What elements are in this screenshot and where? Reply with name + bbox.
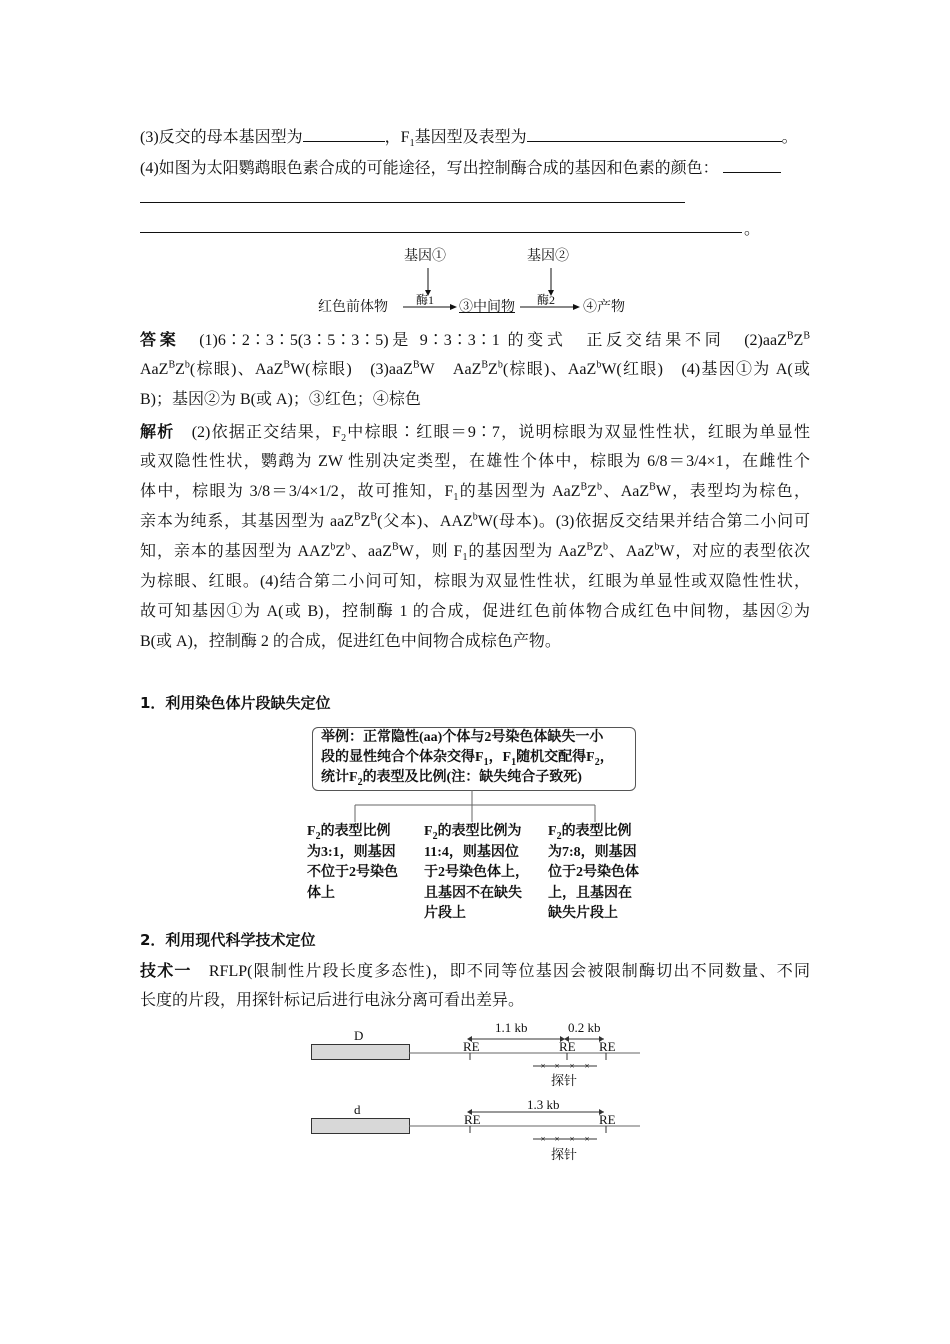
question-3-text-2: ，$F_1$基因型及表型为 xyxy=(384,129,527,150)
answer-blank xyxy=(723,158,781,173)
answer-text: (1)6∶2∶3∶5(3∶5∶3∶5)是 9∶3∶3∶1 的变式 正反交结果不同 $(2)aaZ^BZ^B$ xyxy=(199,330,810,349)
section-2-heading: 2．利用现代科学技术定位 xyxy=(140,931,316,949)
answer-line xyxy=(140,202,685,203)
answer-label: 答案 xyxy=(140,330,180,349)
text-line: 上，且基因在 xyxy=(548,885,632,901)
text-line: 缺失片段上 xyxy=(548,906,618,921)
gene-1-label: 基因① xyxy=(404,249,446,264)
period: 。 xyxy=(781,129,798,146)
text-line: 为7:8，则基因 xyxy=(548,844,637,860)
answer-blank xyxy=(527,127,782,142)
svg-text:×: × xyxy=(554,1061,560,1071)
enzyme-1-label: 酶1 xyxy=(416,293,435,307)
svg-text:×: × xyxy=(540,1061,546,1071)
svg-text:×: × xyxy=(584,1061,590,1071)
red-precursor-label: 红色前体物 xyxy=(318,300,388,315)
box-line: 统计$F_2$的表型及比例(注：缺失纯合子致死) xyxy=(321,770,582,788)
svg-text:×: × xyxy=(554,1134,560,1144)
restriction-site-label: RE xyxy=(463,1039,480,1054)
analysis-line: 为棕眼、红眼。(4)结合第二小问可知，棕眼为双显性性状，红眼为单显性或双隐性性状， xyxy=(140,573,810,590)
restriction-site-label: RE xyxy=(559,1039,576,1054)
fragment-1.3kb-label: 1.3 kb xyxy=(527,1097,560,1112)
box-line: 段的显性纯合个体杂交得$F_1$，$F_1$随机交配得$F_2$， xyxy=(321,750,614,768)
text-line: 于2号染色体上， xyxy=(424,865,529,880)
svg-text:×: × xyxy=(584,1134,590,1144)
svg-text:×: × xyxy=(540,1134,546,1144)
analysis-line-1 xyxy=(140,422,810,442)
restriction-site-label: RE xyxy=(599,1112,616,1127)
question-4 xyxy=(140,158,810,179)
answer-blank xyxy=(303,127,385,142)
tech-1-text: RFLP(限制性片段长度多态性)，即不同等位基因会被限制酶切出不同数量、不同 xyxy=(208,963,810,980)
probe-label: 探针 xyxy=(551,1073,578,1088)
probe-label: 探针 xyxy=(551,1147,578,1162)
text-line: 为3:1，则基因 xyxy=(307,844,396,860)
text-line: $F_2$的表型比例为 xyxy=(424,824,522,842)
analysis-line: B(或 A)，控制酶 2 的合成，促进红色中间物合成棕色产物。 xyxy=(140,633,561,650)
intermediate-label: ③中间物 xyxy=(459,300,515,315)
section-1-heading: 1．利用染色体片段缺失定位 xyxy=(140,694,331,712)
tech-1-line-1 xyxy=(140,961,810,981)
restriction-site-label: RE xyxy=(599,1039,616,1054)
analysis-line: 知，亲本的基因型为 $AAZ^bZ^b$、aaZ$^B$W，则 $F_1$的基因型为 $AaZ^BZ^b$、AaZ$^b$W，对应的表型依次 xyxy=(140,542,810,562)
text-line: 位于2号染色体 xyxy=(548,865,639,880)
answer-line-1 xyxy=(140,330,810,350)
analysis-line: 体中，棕眼为 3/8＝3/4×1/2，故可推知，$F_1$的基因型为 $AaZ^BZ^b$、AaZ$^B$W，表型均为棕色， xyxy=(140,482,810,502)
svg-text:×: × xyxy=(569,1061,575,1071)
product-label: ④产物 xyxy=(583,300,625,315)
analysis-line: 或双隐性性状，鹦鹉为 ZW 性别决定类型，在雄性个体中，棕眼为 6/8＝3/4×1，在雌性个 xyxy=(140,453,810,470)
tech-1-label: 技术一 xyxy=(140,961,192,980)
answer-line-2: $AaZ^BZ^b$(棕眼)、AaZ$^B$W(棕眼) (3)aaZ$^B$W $AaZ^BZ^b$(棕眼)、AaZ$^b$W(红眼) (4)基因①为 A(或 xyxy=(140,360,810,378)
text-line: $F_2$的表型比例 xyxy=(548,824,632,842)
outcome-1 xyxy=(307,822,398,904)
analysis-text: (2)依据正交结果，$F_2$中棕眼∶红眼＝9∶7，说明棕眼为双显性性状，红眼为单显性 xyxy=(191,424,810,442)
text-line: $F_2$的表型比例 xyxy=(307,824,391,842)
answer-line xyxy=(140,232,742,233)
question-3 xyxy=(140,127,810,148)
enzyme-2-label: 酶2 xyxy=(537,293,556,307)
example-box xyxy=(312,727,636,791)
outcome-3 xyxy=(548,822,639,925)
allele-d-label: d xyxy=(354,1102,361,1117)
text-line: 不位于2号染色 xyxy=(307,865,398,880)
svg-text:×: × xyxy=(569,1134,575,1144)
text-line: 11:4，则基因位 xyxy=(424,844,519,860)
text-line: 且基因不在缺失 xyxy=(424,885,522,901)
analysis-line: 亲本为纯系，其基因型为 $aaZ^BZ^B$(父本)、AAZ$^b$W(母本)。(3)依据反交结果并结合第二小问可 xyxy=(140,512,810,530)
analysis-label: 解析 xyxy=(140,422,175,441)
outcome-2 xyxy=(424,822,529,925)
answer-line-3: B)；基因②为 B(或 A)；③红色；④棕色 xyxy=(140,391,421,408)
gene-2-label: 基因② xyxy=(527,249,569,264)
question-4-text: (4)如图为太阳鹦鹉眼色素合成的可能途径，写出控制酶合成的基因和色素的颜色： xyxy=(140,160,719,177)
restriction-site-label: RE xyxy=(464,1112,481,1127)
analysis-line: 故可知基因①为 A(或 B)，控制酶 1 的合成，促进红色前体物合成红色中间物，基因②为 xyxy=(140,603,810,620)
box-line: 举例：正常隐性(aa)个体与2号染色体缺失一小 xyxy=(321,730,604,745)
text-line: 片段上 xyxy=(424,906,466,921)
allele-D-label: D xyxy=(354,1028,364,1043)
text-line: 体上 xyxy=(307,885,335,901)
fragment-0.2kb-label: 0.2 kb xyxy=(568,1020,601,1035)
question-3-text: (3)反交的母本基因型为 xyxy=(140,129,303,146)
fragment-1.1kb-label: 1.1 kb xyxy=(495,1020,528,1035)
period: 。 xyxy=(744,221,761,238)
tree-connectors xyxy=(300,790,620,825)
tech-1-line-2: 长度的片段，用探针标记后进行电泳分离可看出差异。 xyxy=(140,992,525,1009)
